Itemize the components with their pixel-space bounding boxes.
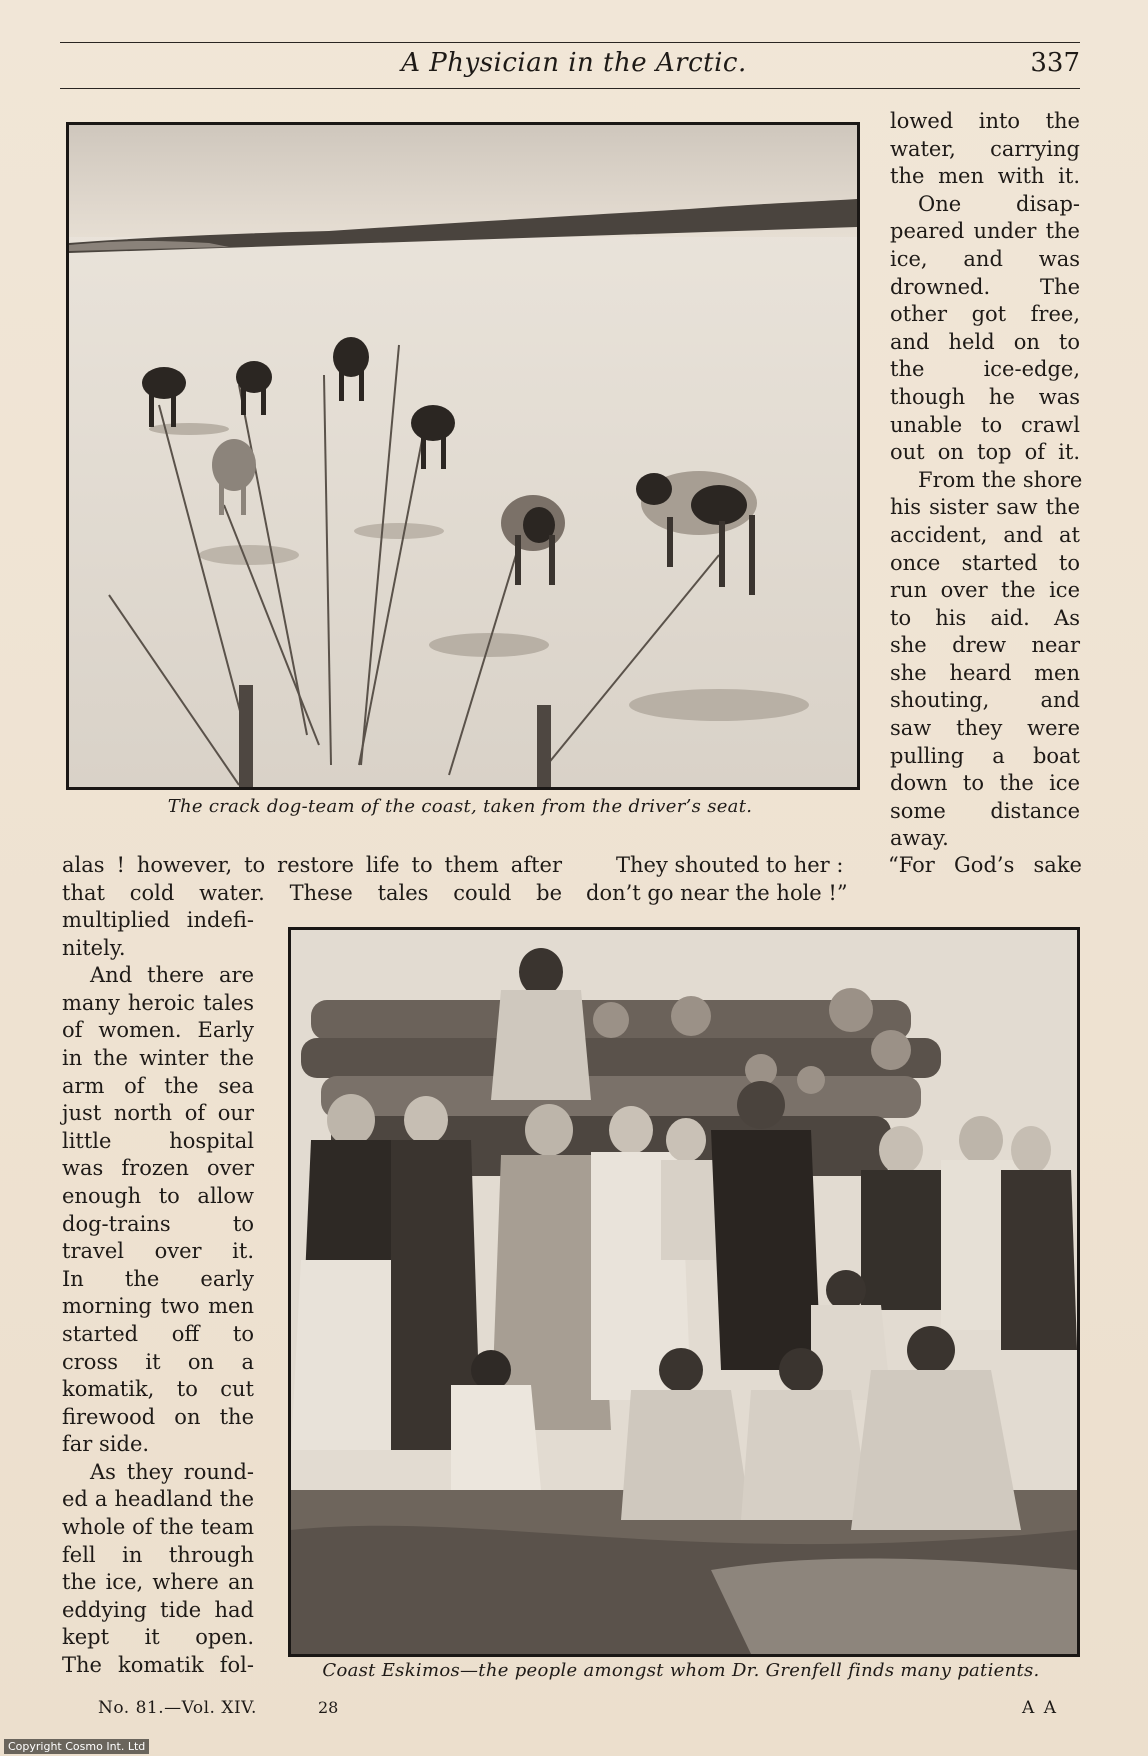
text-line: “For God’s sake [888,853,1082,877]
text-line: As they round- [90,1459,254,1484]
text-line: run over the ice [890,578,1080,603]
signature-mark: A A [1022,1698,1058,1718]
text-line: to his aid. As [890,605,1080,630]
text-line: in the winter the [62,1045,254,1070]
text-line: many heroic tales [62,990,254,1015]
text-line: of women. Early [62,1018,254,1043]
text-line: other got free, [890,302,1080,327]
dog-team-caption: The crack dog-team of the coast, taken from the driver’s seat. [167,796,753,817]
text-line: out on top of it. [890,440,1080,465]
text-line: nitely. [62,935,126,960]
text-line: she drew near [890,633,1080,658]
eskimos-photo [288,927,1080,1657]
text-line: travel over it. [62,1239,254,1264]
eskimos-group-illustration [291,930,1077,1654]
left-column-text [62,907,254,1680]
dog-team-photo [66,122,860,790]
dog-team-illustration [69,125,857,787]
text-line: pulling a boat [890,743,1080,768]
eskimos-caption: Coast Eskimos—the people amongst whom Dr. Grenfell finds many patients. [322,1660,1040,1681]
span-text-middle [586,852,866,907]
text-line: unable to crawl [890,412,1080,437]
text-line: that cold water. These tales could be [62,880,562,905]
text-line: cross it on a [62,1349,254,1374]
text-line: ice, and was [890,246,1080,271]
copyright-notice: Copyright Cosmo Int. Ltd [4,1739,149,1754]
text-line: just north of our [62,1101,254,1126]
text-line: The komatik fol- [62,1653,254,1678]
issue-label: No. 81.—Vol. XIV. [98,1698,257,1718]
text-line: fell in through [62,1542,254,1567]
text-line: dog-trains to [62,1211,254,1236]
text-line: saw they were [890,716,1080,741]
text-line: They shouted to her : [616,853,844,877]
text-line: enough to allow [62,1183,254,1208]
text-line: and held on to [890,329,1080,354]
text-line: once started to [890,550,1080,575]
text-line: eddying tide had [62,1597,254,1622]
text-line: whole of the team [62,1515,254,1540]
span-text-right [888,852,1082,880]
text-line: shouting, and [890,688,1080,713]
text-line: accident, and at [890,522,1080,547]
text-line: his sister saw the [890,495,1080,520]
text-line: From the shore [918,467,1083,492]
right-column-text [890,108,1083,853]
text-line: In the early [62,1266,254,1291]
header-top-rule [60,42,1080,43]
running-title: A Physician in the Arctic. [401,48,747,78]
text-line: the ice-edge, [890,357,1080,382]
text-line: water, carrying [890,136,1080,161]
text-line: though he was [890,384,1080,409]
signature-number: 28 [318,1698,339,1717]
text-line: don’t go near the hole !” [586,880,848,905]
text-line: down to the ice [890,771,1080,796]
span-text-left [62,852,562,907]
text-line: was frozen over [62,1156,254,1181]
text-line: the men with it. [890,164,1080,189]
text-line: komatik, to cut [62,1377,254,1402]
text-line: firewood on the [62,1404,254,1429]
text-line: arm of the sea [62,1073,254,1098]
text-line: multiplied indefi- [62,908,254,932]
text-line: And there are [90,963,254,988]
text-line: lowed into the [890,109,1080,133]
text-line: peared under the [890,219,1080,244]
text-line: away. [890,826,949,851]
text-line: far side. [62,1432,150,1457]
text-line: ed a headland the [62,1487,254,1512]
page-number: 337 [1030,48,1080,78]
text-line: the ice, where an [62,1570,254,1595]
text-line: little hospital [62,1128,254,1153]
text-line: some distance [890,798,1080,823]
text-line: drowned. The [890,274,1080,299]
text-line: morning two men [62,1294,254,1319]
text-line: she heard men [890,660,1080,685]
text-line: alas ! however, to restore life to them after [62,853,562,877]
text-line: kept it open. [62,1625,254,1650]
header-bottom-rule [60,88,1080,89]
text-line: started off to [62,1321,254,1346]
text-line: One disap- [918,191,1080,216]
